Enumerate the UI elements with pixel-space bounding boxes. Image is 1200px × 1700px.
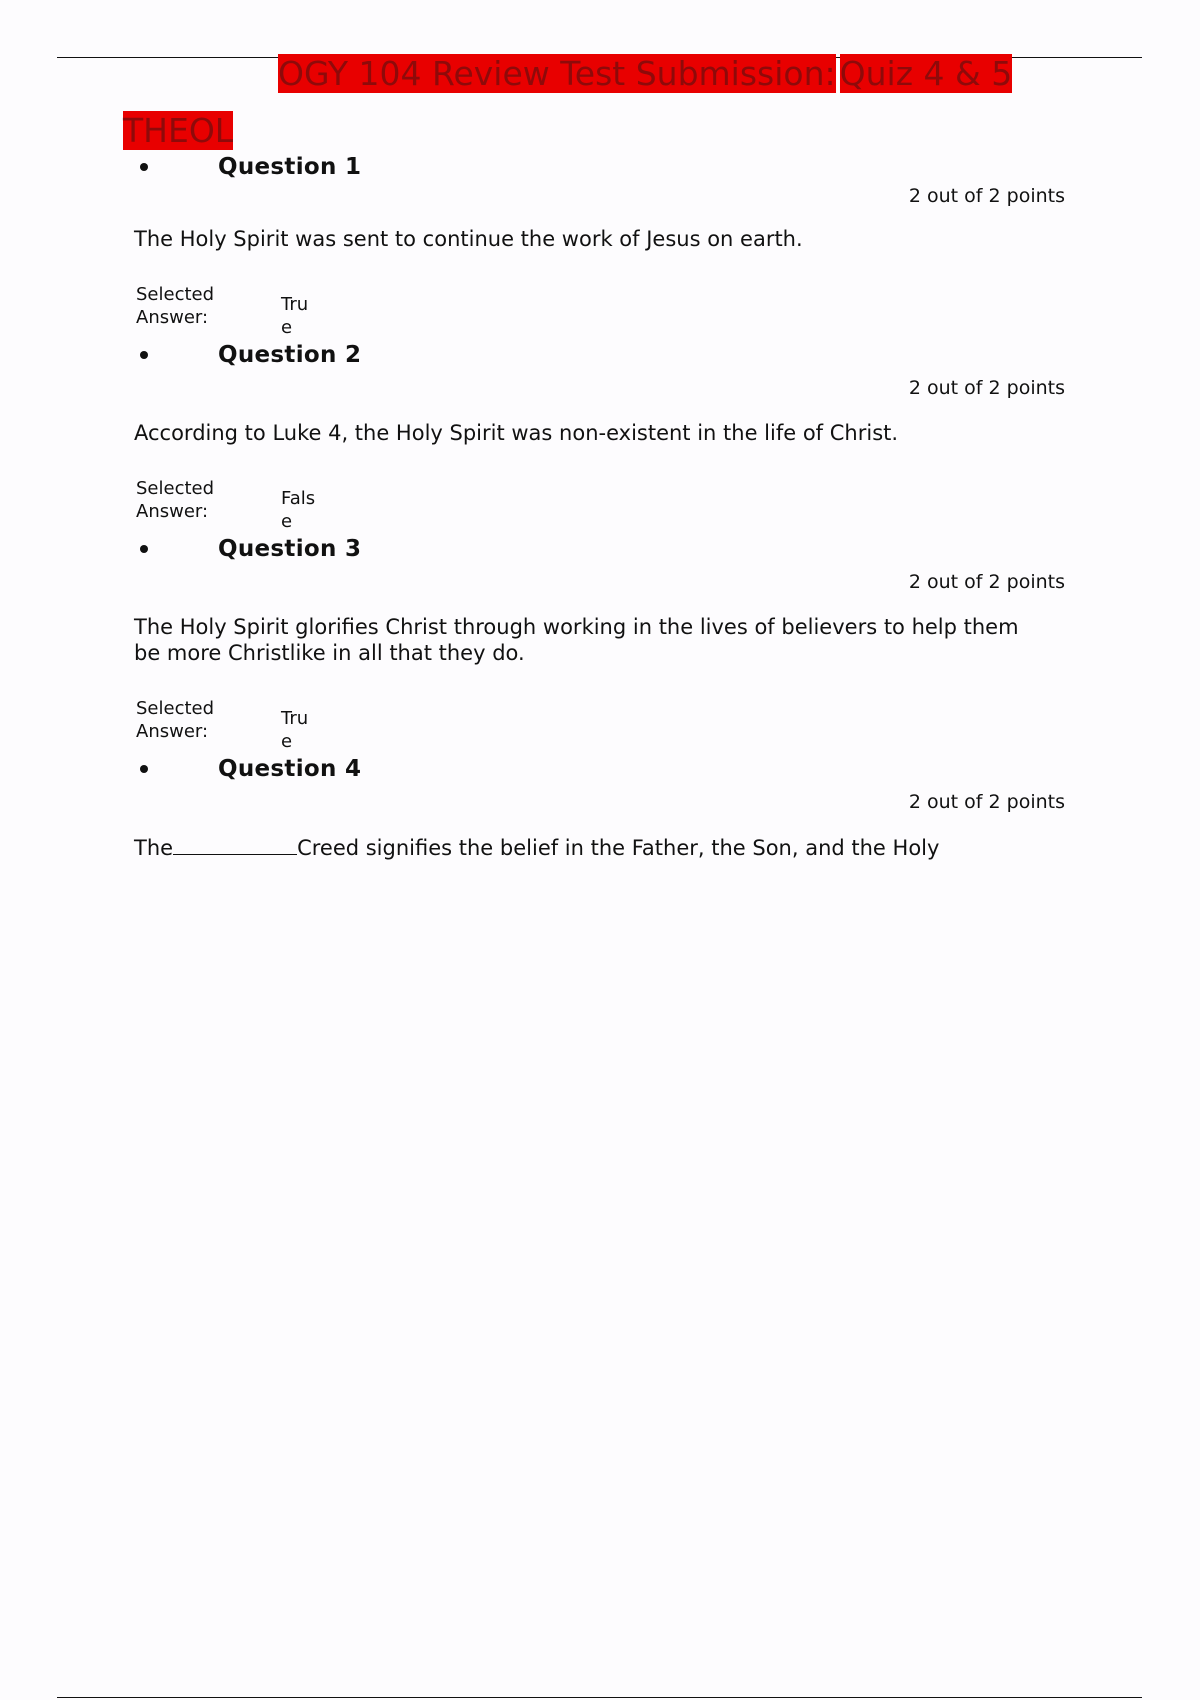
title-part-c: THEOL	[123, 111, 234, 150]
bullet-icon	[140, 351, 148, 359]
bullet-icon	[140, 545, 148, 553]
bottom-rule	[57, 1697, 1142, 1698]
question-3-selected-label: Selected Answer:	[136, 698, 215, 742]
page-title-line-2	[123, 112, 233, 150]
question-2-selected-answer: False	[281, 488, 316, 532]
title-part-b: Quiz 4 & 5	[839, 54, 1013, 93]
question-3-header	[140, 536, 361, 562]
question-2-points: 2 out of 2 points	[908, 377, 1065, 399]
question-3-text: The Holy Spirit glorifies Christ through working in the lives of believers to help them be more Christlike in all that they do.	[134, 615, 1019, 665]
question-1-selected-answer: True	[281, 294, 309, 338]
question-4-label: Question 4	[218, 756, 362, 782]
question-4-points: 2 out of 2 points	[908, 791, 1065, 813]
fill-in-blank	[173, 834, 297, 855]
title-part-a: OGY 104 Review Test Submission:	[278, 54, 836, 93]
question-4-text-end: Creed signifies the belief in the Father, the Son, and the Holy	[297, 836, 940, 860]
question-3-points: 2 out of 2 points	[908, 571, 1065, 593]
question-4-text	[134, 834, 1034, 861]
question-1-selected-label: Selected Answer:	[136, 284, 215, 328]
bullet-icon	[140, 163, 148, 171]
page-title-line-1	[278, 55, 1012, 94]
question-1-points: 2 out of 2 points	[908, 185, 1065, 207]
question-2-label: Question 2	[218, 342, 362, 368]
question-3-selected-answer: True	[281, 708, 309, 752]
question-2-selected-label: Selected Answer:	[136, 478, 215, 522]
title-separator	[837, 58, 839, 94]
question-4-header	[140, 756, 361, 782]
question-2-text: According to Luke 4, the Holy Spirit was non-existent in the life of Christ.	[134, 421, 899, 445]
question-2-header	[140, 342, 361, 368]
question-4-text-start: The	[134, 836, 174, 860]
question-3-label: Question 3	[218, 536, 362, 562]
bullet-icon	[140, 765, 148, 773]
question-1-header	[140, 154, 361, 180]
question-1-text: The Holy Spirit was sent to continue the work of Jesus on earth.	[134, 227, 803, 251]
question-1-label: Question 1	[218, 154, 362, 180]
